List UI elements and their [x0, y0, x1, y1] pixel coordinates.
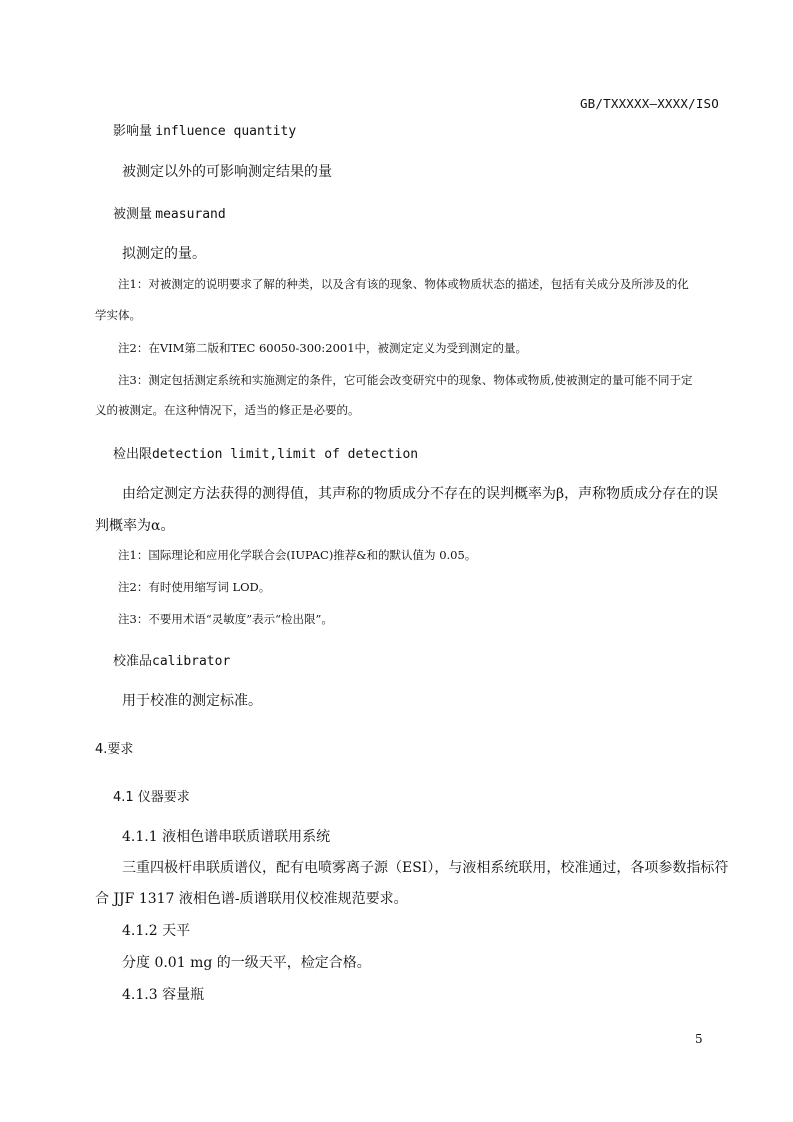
- item-text: 分度 0.01 mg 的一级天平，检定合格。: [122, 955, 371, 971]
- note-line: 注2：在VIM第二版和TEC 60050-300:2001中，被测定定义为受到测定的量。: [118, 341, 528, 355]
- term-name-en: measurand: [155, 207, 226, 222]
- term-name-zh: 检出限: [113, 447, 153, 462]
- item-heading: 4.1.3 容量瓶: [122, 987, 205, 1003]
- page-number: 5: [695, 1032, 703, 1046]
- term-name-zh: 影响量: [113, 124, 153, 139]
- note-line: 注3：测定包括测定系统和实施测定的条件，它可能会改变研究中的现象、物体或物质,使被测定的量可能不同于定: [118, 373, 693, 387]
- item-text: 三重四极杆串联质谱仪，配有电喷雾离子源（ESI），与液相系统联用，校准通过，各项参数指标符: [122, 860, 729, 876]
- item-heading: 4.1.1 液相色谱串联质谱联用系统: [122, 829, 331, 845]
- document-code-header: GB/TXXXXX—XXXX/ISO: [579, 96, 719, 111]
- term-definition: 拟测定的量。: [122, 246, 206, 262]
- term-definition: 判概率为α。: [95, 518, 175, 534]
- term-heading: [113, 650, 230, 669]
- item-text: 合 JJF 1317 液相色谱-质谱联用仪校准规范要求。: [95, 891, 408, 907]
- term-definition: 被测定以外的可影响测定结果的量: [122, 164, 332, 180]
- term-heading: [113, 443, 418, 462]
- term-name-en: detection limit,limit of detection: [152, 447, 419, 462]
- section-heading: 4.要求: [95, 742, 134, 757]
- note-line: 学实体。: [95, 308, 141, 322]
- note-line: 义的被测定。在这种情况下，适当的修正是必要的。: [95, 403, 360, 417]
- term-name-en: influence quantity: [155, 124, 297, 139]
- term-heading: [113, 120, 296, 139]
- term-definition: 用于校准的测定标准。: [122, 693, 262, 709]
- term-name-zh: 被测量: [113, 207, 153, 222]
- note-line: 注1：对被测定的说明要求了解的种类，以及含有该的现象、物体或物质状态的描述，包括有关成分及所涉及的化: [118, 277, 689, 291]
- term-heading: [113, 203, 226, 222]
- note-line: 注1：国际理论和应用化学联合会(IUPAC)推荐&和的默认值为 0.05。: [118, 548, 477, 562]
- term-name-zh: 校准品: [113, 654, 153, 669]
- note-line: 注3：不要用术语“灵敏度”表示“检出限”。: [118, 612, 333, 626]
- term-name-en: calibrator: [152, 654, 231, 669]
- item-heading: 4.1.2 天平: [122, 923, 191, 939]
- term-definition: 由给定测定方法获得的测得值，其声称的物质成分不存在的误判概率为β，声称物质成分存在的误: [122, 486, 719, 502]
- note-line: 注2：有时使用缩写词 LOD。: [118, 580, 271, 594]
- subsection-heading: 4.1 仪器要求: [113, 790, 190, 805]
